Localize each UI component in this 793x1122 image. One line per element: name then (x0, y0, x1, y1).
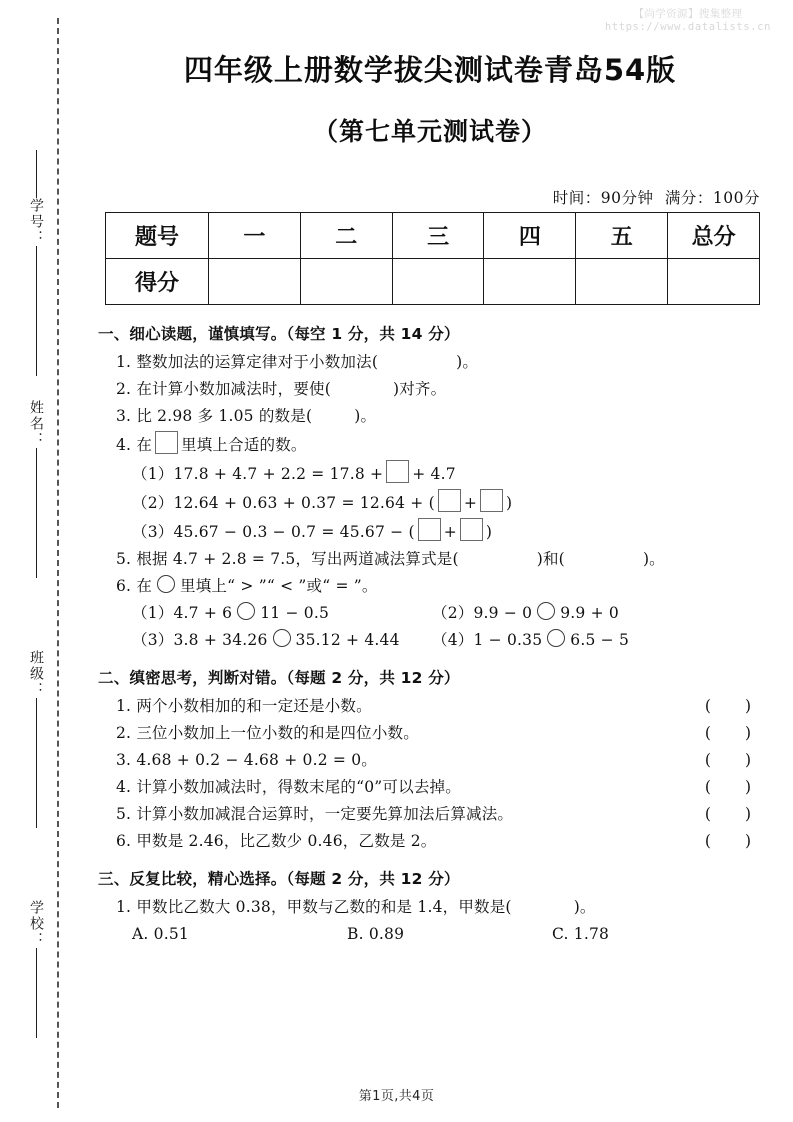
equation-left: 17.8 + 4.7 + 2.2 = 17.8 + (173, 465, 384, 484)
question-tail: )。 (456, 353, 479, 371)
margin-field-xingming (14, 400, 58, 578)
question-tail: )。 (354, 407, 377, 426)
compare-left: 1 − 0.35 (473, 631, 543, 650)
question-text: 6. 在 (116, 577, 153, 596)
fill-box[interactable] (480, 489, 503, 512)
question-text: 1. 甲数比乙数大 0.38，甲数与乙数的和是 1.4，甲数是( (116, 898, 512, 917)
sub-label: （2） (432, 604, 474, 623)
score-input-cell[interactable] (576, 259, 668, 305)
equation-right: + 4.7 (412, 465, 456, 484)
question-text: 3. 比 2.98 多 1.05 的数是( (116, 407, 313, 426)
margin-field-label: 学校： (28, 900, 44, 948)
score-table (105, 212, 760, 305)
fill-box[interactable] (155, 431, 178, 454)
score-table-cell: 题号 (106, 213, 209, 259)
compare-circle[interactable] (157, 575, 175, 593)
question-text: 2. 三位小数加上一位小数的和是四位小数。 (116, 724, 419, 743)
full-score: 满分：100分 (664, 189, 760, 207)
equation-left: 45.67 − 0.3 − 0.7 = 45.67 − ( (173, 523, 415, 542)
compare-right: 9.9 + 0 (560, 604, 619, 623)
watermark-url: https://www.datalists.cn (604, 21, 771, 34)
question-tail: 里填上“ > ”“ < ”或“ = ”。 (180, 577, 378, 596)
compare-item-2 (432, 601, 619, 625)
score-table-cell: 五 (576, 213, 668, 259)
paren-close: ) (744, 724, 751, 743)
option-a[interactable]: A. 0.51 (132, 925, 189, 944)
score-input-cell[interactable] (484, 259, 576, 305)
margin-field-xuexiao (14, 900, 58, 1038)
field-rule (36, 698, 37, 828)
question-2-6 (98, 829, 765, 853)
true-false-answer[interactable] (705, 748, 751, 772)
score-table-cell: 四 (484, 213, 576, 259)
margin-field-label: 班级： (28, 650, 44, 698)
question-2-3 (98, 748, 765, 772)
paren-close: ) (744, 778, 751, 797)
question-1-4 (98, 431, 765, 457)
equation-right: ) (485, 523, 493, 542)
compare-right: 35.12 + 4.44 (295, 631, 400, 650)
question-3-1 (98, 895, 765, 919)
equation-mid: + (463, 494, 478, 513)
compare-right: 11 − 0.5 (260, 604, 330, 623)
margin-field-label: 学号： (28, 198, 44, 246)
true-false-answer[interactable] (705, 775, 751, 799)
score-table-cell: 一 (209, 213, 301, 259)
score-table-cell: 三 (392, 213, 484, 259)
paren-open: ( (704, 778, 711, 797)
option-c[interactable]: C. 1.78 (552, 925, 610, 944)
score-input-cell[interactable] (392, 259, 484, 305)
paren-close: ) (744, 751, 751, 770)
score-table-cell: 总分 (668, 213, 760, 259)
compare-left: 4.7 + 6 (173, 604, 233, 623)
margin-field-xuehao (14, 150, 58, 376)
sub-label: （1） (132, 465, 174, 484)
question-1-6-row-1 (98, 601, 765, 625)
question-1-4-sub-2 (98, 489, 765, 515)
question-text: 1. 整数加法的运算定律对于小数加法( (116, 353, 379, 371)
score-table-cell: 得分 (106, 259, 209, 305)
table-row-header (106, 213, 760, 259)
fill-box[interactable] (460, 518, 483, 541)
section-heading-one: 一、细心读题，谨慎填写。（每空 1 分，共 14 分） (98, 325, 460, 343)
compare-circle[interactable] (237, 602, 255, 620)
score-table-cell: 二 (300, 213, 392, 259)
question-text: 5. 根据 4.7 + 2.8 = 7.5，写出两道减法算式是( (116, 550, 459, 569)
question-1-2 (98, 377, 765, 401)
paren-close: ) (744, 805, 751, 824)
question-text: 4. 计算小数加减法时，得数末尾的“0”可以去掉。 (116, 778, 461, 797)
compare-left: 9.9 − 0 (473, 604, 533, 623)
question-text: 3. 4.68 + 0.2 − 4.68 + 0.2 = 0。 (116, 751, 377, 770)
page-subtitle: （第七单元测试卷） (312, 117, 547, 146)
question-2-1 (98, 694, 765, 718)
paren-open: ( (704, 697, 711, 716)
compare-circle[interactable] (273, 629, 291, 647)
field-rule (36, 448, 37, 578)
fill-box[interactable] (438, 489, 461, 512)
field-rule (36, 150, 37, 198)
paren-open: ( (704, 724, 711, 743)
question-1-6 (98, 574, 765, 598)
page-footer: 第1页,共4页 (358, 1089, 435, 1104)
paren-close: ) (744, 697, 751, 716)
equation-mid: + (443, 523, 457, 542)
sub-label: （4） (432, 631, 474, 650)
question-2-5 (98, 802, 765, 826)
field-rule (36, 246, 37, 376)
section-heading-three: 三、反复比较，精心选择。（每题 2 分，共 12 分） (98, 870, 460, 889)
paren-close: ) (744, 832, 751, 851)
compare-item-1 (132, 601, 432, 625)
question-tail: 里填上合适的数。 (181, 436, 307, 455)
exam-body (98, 322, 765, 949)
margin-fields (14, 0, 58, 1122)
true-false-answer[interactable] (705, 802, 751, 826)
fill-box[interactable] (418, 518, 441, 541)
sub-label: （3） (132, 523, 174, 542)
question-tail: )。 (642, 550, 665, 569)
section-spacer (98, 856, 765, 867)
margin-field-label: 姓名： (28, 400, 44, 448)
compare-item-3 (132, 628, 432, 652)
question-1-1 (98, 350, 765, 374)
question-1-4-sub-1 (98, 460, 765, 486)
question-1-3 (98, 404, 765, 428)
exam-meta (547, 186, 760, 208)
question-text: 4. 在 (116, 436, 153, 455)
watermark (605, 8, 771, 34)
equation-left: 12.64 + 0.63 + 0.37 = 12.64 + ( (173, 494, 435, 513)
table-row-score (106, 259, 760, 305)
score-input-cell[interactable] (209, 259, 301, 305)
field-rule (36, 948, 37, 1038)
question-2-4 (98, 775, 765, 799)
question-1-5 (98, 547, 765, 571)
page-title: 四年级上册数学拔尖测试卷青岛54版 (183, 53, 677, 87)
paren-open: ( (704, 751, 711, 770)
question-text: 1. 两个小数相加的和一定还是小数。 (116, 697, 372, 716)
question-2-2 (98, 721, 765, 745)
question-text: 5. 计算小数加减混合运算时，一定要先算加法后算减法。 (116, 805, 514, 824)
sub-label: （2） (132, 494, 174, 513)
sub-label: （1） (132, 604, 174, 623)
compare-item-4 (432, 628, 629, 652)
watermark-source: 【尚学资源】搜集整理 (633, 8, 743, 20)
section-spacer (98, 655, 765, 666)
fill-box[interactable] (386, 460, 409, 483)
question-mid: )和( (536, 550, 565, 569)
question-1-4-sub-3 (98, 518, 765, 544)
paren-open: ( (704, 832, 711, 851)
true-false-answer[interactable] (705, 829, 751, 853)
equation-right: ) (506, 494, 513, 513)
question-text: 2. 在计算小数加减法时，要使( (116, 380, 331, 399)
question-3-1-options (98, 922, 765, 946)
paren-open: ( (704, 805, 711, 824)
question-text: 6. 甲数是 2.46，比乙数少 0.46，乙数是 2。 (116, 832, 437, 851)
true-false-answer[interactable] (705, 721, 751, 745)
question-1-6-row-2 (98, 628, 765, 652)
compare-circle[interactable] (547, 629, 565, 647)
compare-circle[interactable] (537, 602, 555, 620)
compare-right: 6.5 − 5 (570, 631, 630, 650)
true-false-answer[interactable] (705, 694, 751, 718)
sub-label: （3） (132, 631, 174, 650)
question-tail: )。 (573, 898, 596, 917)
option-b[interactable]: B. 0.89 (347, 925, 405, 944)
score-input-cell[interactable] (668, 259, 760, 305)
score-input-cell[interactable] (300, 259, 392, 305)
compare-left: 3.8 + 34.26 (173, 631, 268, 650)
question-tail: )对齐。 (392, 380, 447, 399)
margin-field-banji (14, 650, 58, 828)
section-heading-two: 二、缜密思考，判断对错。（每题 2 分，共 12 分） (98, 669, 460, 688)
time-limit: 时间：90分钟 (552, 189, 654, 207)
